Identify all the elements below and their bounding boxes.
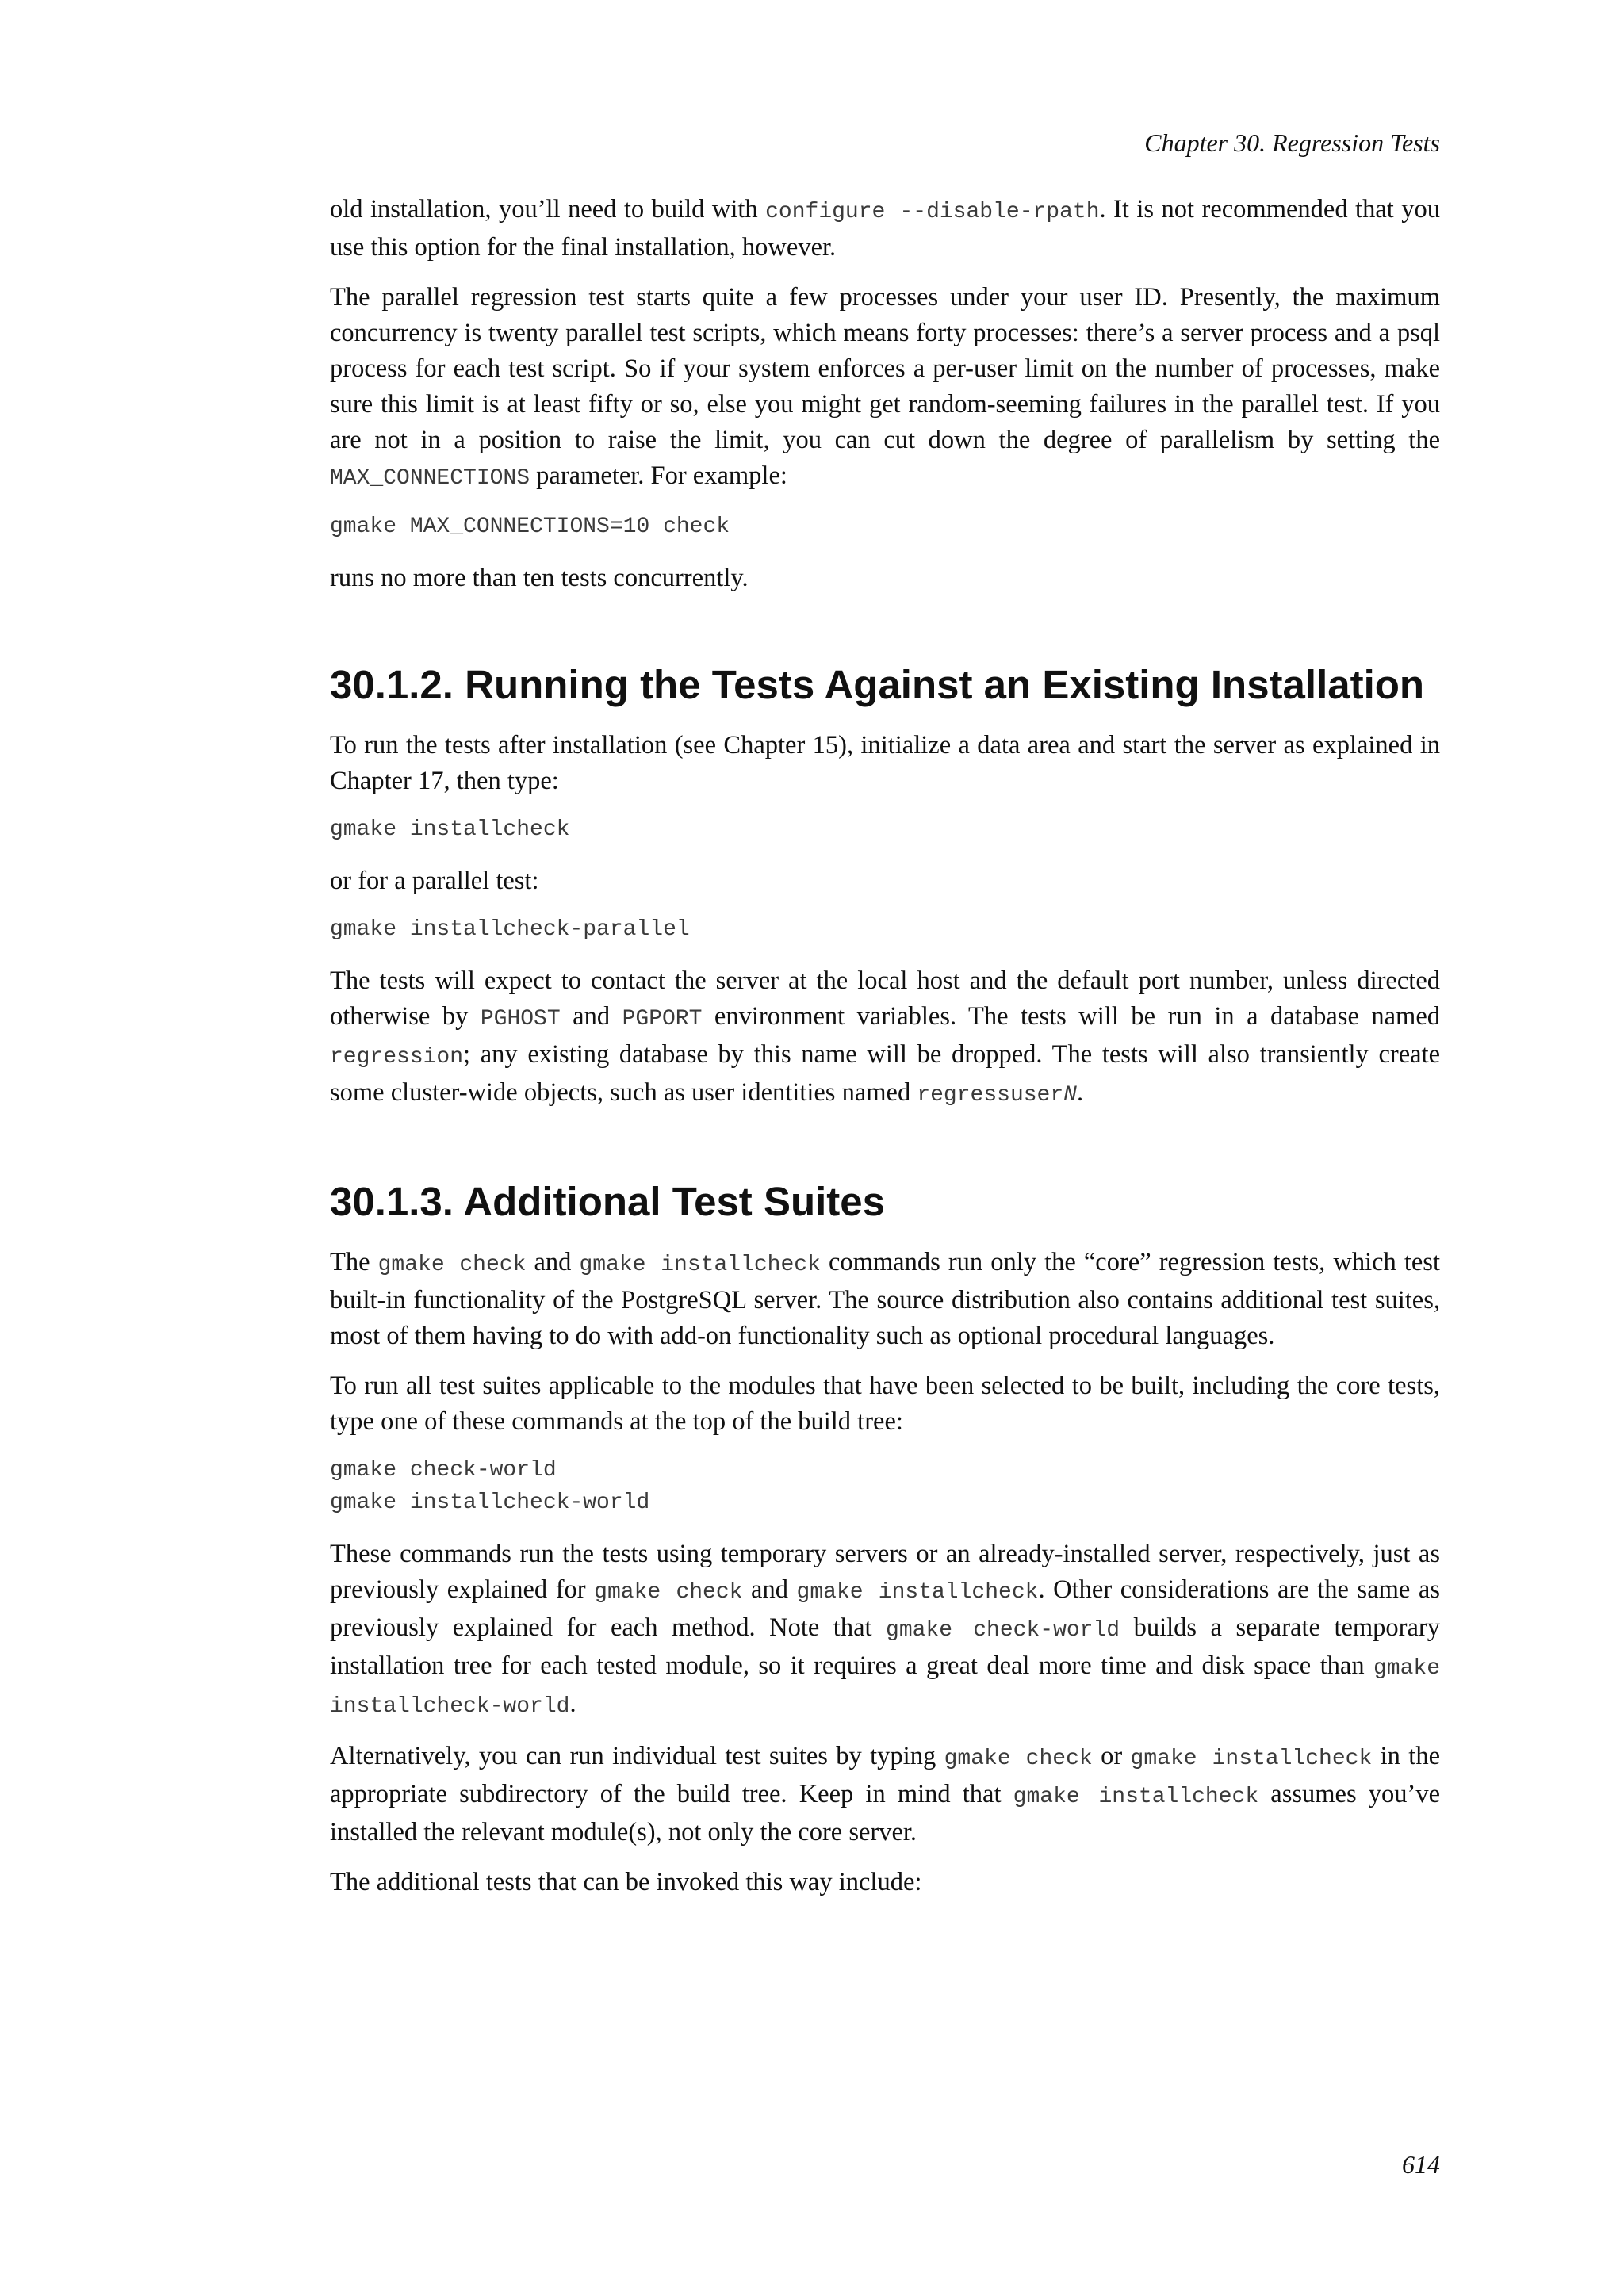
paragraph: The additional tests that can be invoked this way include: — [330, 1868, 922, 1896]
inline-code: gmake check — [594, 1580, 743, 1605]
paragraph: The tests will expect to contact the server at the local host and the default port number, unless directed otherwise by PGHOST and PGPORT environment variables. The tests will be run in a database named regression; any existing database by this name will be dropped. The tests will also transiently create some cluster-wide objects, such as user identities named regressuserN. — [330, 966, 1440, 1108]
paragraph: To run the tests after installation (see Chapter 15), initialize a data area and start the server as explained in Chapter 17, then type: — [330, 731, 1440, 795]
paragraph: To run all test suites applicable to the modules that have been selected to be built, including the core tests, type one of these commands at the top of the build tree: — [330, 1372, 1440, 1436]
paragraph: Alternatively, you can run individual test suites by typing gmake check or gmake installcheck in the appropriate subdirectory of the build tree. Keep in mind that gmake installcheck assumes you’ve installed the relevant module(s), not only the core server. — [330, 1742, 1441, 1846]
inline-code: MAX_CONNECTIONS — [330, 466, 530, 491]
page-number: 614 — [1402, 2150, 1440, 2179]
inline-code: PGHOST — [480, 1007, 561, 1031]
paragraph: The parallel regression test starts quite a few processes under your user ID. Presently, the maximum concurrency is twenty parallel test scripts, which means forty processes: there’s a server process and a psql process for each test script. So if your system enforces a per-user limit on the number of processes, make sure this limit is at least fifty or so, else you might get random-seeming failures in the parallel test. If you are not in a position to raise the limit, you can cut down the degree of parallelism by setting the MAX_CONNECTIONS parameter. For example: — [330, 283, 1440, 491]
inline-code: PGPORT — [622, 1007, 703, 1031]
page-body — [330, 192, 1440, 1915]
paragraph: old installation, you’ll need to build with configure --disable-rpath. It is not recommended that you use this option for the final installation, however. — [330, 195, 1440, 262]
inline-code: gmake check — [377, 1253, 527, 1277]
inline-code: gmake installcheck — [796, 1580, 1039, 1605]
running-header: Chapter 30. Regression Tests — [1144, 128, 1440, 157]
code-block: gmake MAX_CONNECTIONS=10 check — [330, 515, 730, 539]
inline-code: configure --disable-rpath — [765, 200, 1100, 224]
code-block: gmake installcheck-parallel — [330, 917, 690, 942]
inline-code: gmake installcheck — [1130, 1747, 1373, 1771]
paragraph: These commands run the tests using temporary servers or an already-installed server, respectively, just as previously explained for gmake check and gmake installcheck. Other considerations are the same as previously explained for each method. Note that gmake check-world builds a separate temporary installation tree for each tested module, so it requires a great deal more time and disk space than gmake installcheck-world. — [330, 1540, 1440, 1719]
inline-code: regression — [330, 1045, 464, 1070]
inline-code: gmake installcheck — [1013, 1785, 1259, 1809]
code-block: gmake installcheck — [330, 817, 570, 842]
paragraph: runs no more than ten tests concurrently. — [330, 564, 749, 592]
inline-code: gmake check — [944, 1747, 1093, 1771]
paragraph: or for a parallel test: — [330, 867, 539, 895]
inline-code: gmake installcheck — [579, 1253, 821, 1277]
section-heading: 30.1.3. Additional Test Suites — [330, 1179, 886, 1224]
paragraph: The gmake check and gmake installcheck commands run only the “core” regression tests, which test built-in functionality of the PostgreSQL server. The source distribution also contains additional test suites, most of them having to do with add-on functionality such as optional procedural languages. — [330, 1248, 1440, 1350]
section-heading: 30.1.2. Running the Tests Against an Existing Installation — [330, 662, 1425, 707]
inline-code: gmake installcheck-world — [330, 1656, 1440, 1719]
inline-code: regressuserN — [917, 1083, 1077, 1108]
inline-code: gmake check-world — [886, 1618, 1120, 1643]
code-block: gmake check-world gmake installcheck-world — [330, 1458, 650, 1515]
